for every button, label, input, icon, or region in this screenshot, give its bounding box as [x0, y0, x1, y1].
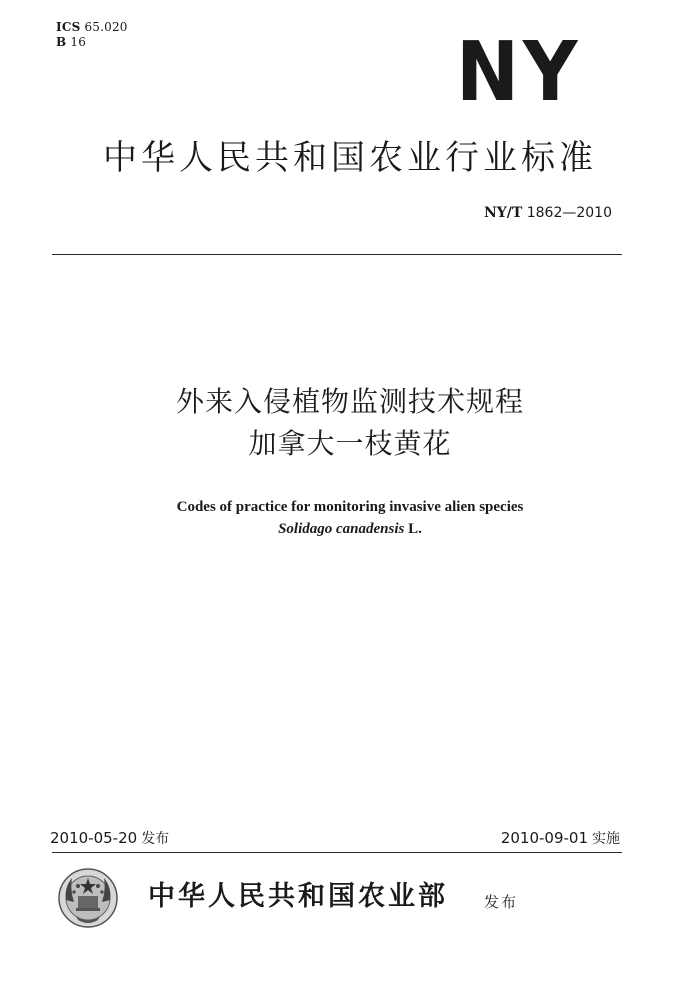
issue-date-action: 发布: [141, 831, 170, 847]
en-author: L.: [408, 521, 422, 537]
cn-title-line2: 加拿大一枝黄花: [248, 427, 452, 460]
cn-title-line1: 外来入侵植物监测技术规程: [175, 385, 524, 418]
ics-value: 65.020: [84, 20, 128, 34]
en-title-line2: [0, 520, 700, 538]
ccs-value: 16: [70, 35, 87, 49]
implement-date-value: 2010-09-01: [500, 829, 588, 847]
en-title-line1: Codes of practice for monitoring invasive alien species: [176, 499, 524, 515]
standard-number-prefix: NY/T: [483, 205, 523, 221]
header-divider: [52, 254, 622, 255]
standard-class-title: 中华人民共和国农业行业标准: [103, 138, 597, 178]
ccs-label: B: [56, 35, 67, 49]
issue-date-value: 2010-05-20: [50, 829, 138, 847]
standard-number: [484, 204, 612, 222]
en-latin-name: Solidago canadensis: [278, 521, 405, 537]
ccs-code-line: [56, 35, 128, 50]
classification-codes: [56, 20, 128, 50]
footer-divider: [52, 852, 622, 853]
ics-label: ICS: [56, 20, 81, 34]
issuer-action: 发布: [484, 893, 519, 911]
emblem-graphic: [56, 866, 120, 930]
issuer-name: 中华人民共和国农业部: [148, 881, 448, 912]
implement-date-action: 实施: [592, 831, 620, 847]
issue-date: [50, 828, 169, 849]
ics-code-line: [56, 20, 128, 35]
standard-number-value: 1862—2010: [526, 205, 612, 221]
ny-logo: NY: [456, 25, 582, 120]
national-emblem-icon: [56, 866, 120, 930]
implement-date: [501, 828, 620, 849]
